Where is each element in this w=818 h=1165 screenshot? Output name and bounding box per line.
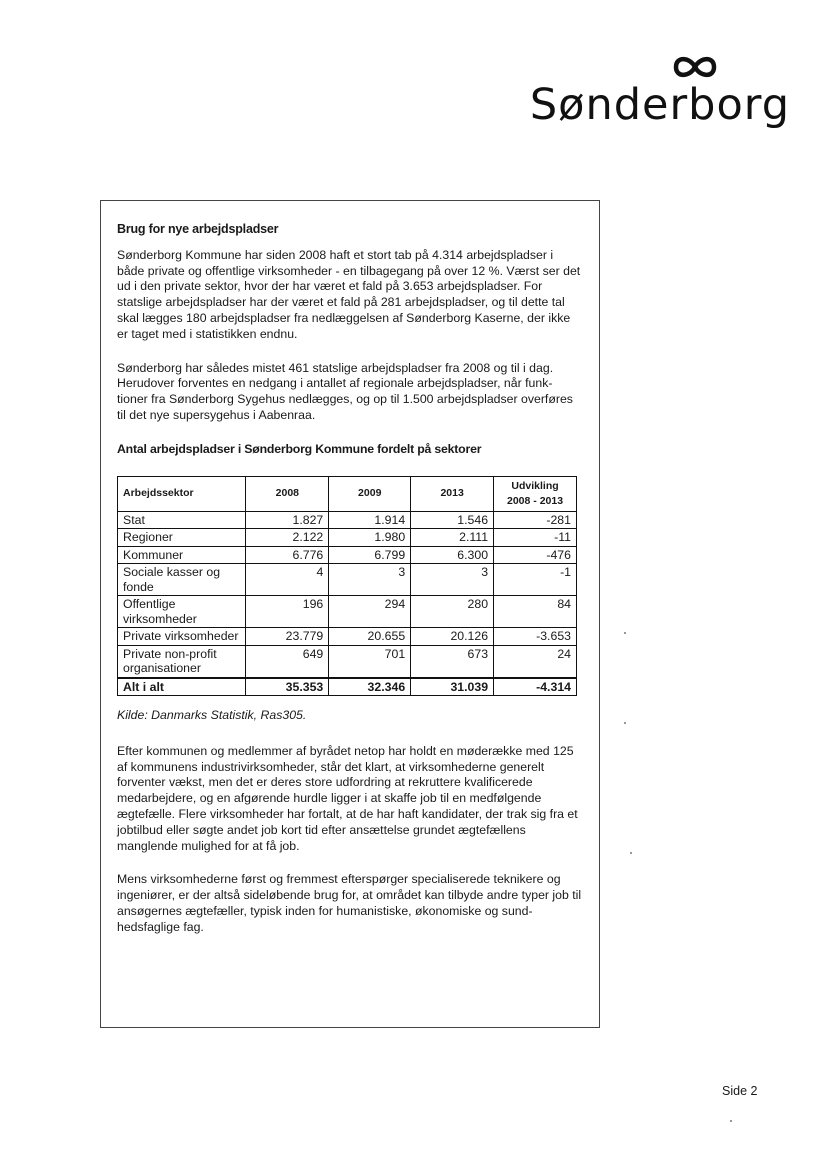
value-cell: 1.980 [329,529,411,547]
section-heading: Brug for nye arbejdspladser [117,222,279,236]
value-cell: 649 [246,645,329,678]
value-cell: 23.779 [246,628,329,646]
table-header-row [118,476,577,511]
value-cell: 2.111 [411,529,494,547]
change-cell: 84 [494,596,577,628]
change-cell: -476 [494,546,577,564]
total-value-cell: 31.039 [411,678,494,696]
change-cell: -1 [494,564,577,596]
table-total-row [118,678,577,696]
table-title: Antal arbejdspladser i Sønderborg Kommune fordelt på sektorer [117,441,482,456]
sector-cell: Private non-profit organisationer [118,645,246,678]
scan-speck [624,632,626,634]
change-cell: -3.653 [494,628,577,646]
total-value-cell: 32.346 [329,678,411,696]
sector-cell: Kommuner [118,546,246,564]
value-cell: 20.126 [411,628,494,646]
value-cell: 280 [411,596,494,628]
table-source: Kilde: Danmarks Statistik, Ras305. [117,708,307,723]
value-cell: 1.546 [411,511,494,529]
value-cell: 6.300 [411,546,494,564]
sector-cell: Offentlige virksomheder [118,596,246,628]
jobs-by-sector-table [117,476,577,697]
table-row [118,596,577,628]
sector-cell: Sociale kasser og fonde [118,564,246,596]
value-cell: 196 [246,596,329,628]
value-cell: 294 [329,596,411,628]
table-row [118,546,577,564]
value-cell: 1.827 [246,511,329,529]
table-row [118,529,577,547]
sector-cell: Regioner [118,529,246,547]
column-header-change [494,476,577,511]
value-cell: 2.122 [246,529,329,547]
change-cell: 24 [494,645,577,678]
value-cell: 20.655 [329,628,411,646]
total-change-cell: -4.314 [494,678,577,696]
table-row [118,628,577,646]
total-label-cell: Alt i alt [118,678,246,696]
article-content [117,222,582,936]
column-header-2013: 2013 [411,476,494,511]
value-cell: 1.914 [329,511,411,529]
change-cell: -281 [494,511,577,529]
page-number: Side 2 [722,1084,758,1098]
third-paragraph: Efter kommunen og medlemmer af byrådet netop har holdt en møderække med 125 af kommunens industrivirksomheder, står det klart, at virksomhederne generelt forventer vækst, men det er deres store udfordring at rekruttere kvalificerede medarbejdere, og en afgørende hurdle ligger i at skaffe job til en medfølgende ægtefælle. Flere virksomheder har fortalt, at de har haft kandidater, der trak sig fra et jobtilbud eller søgte andet job kort tid efter ansættelse grundet ægtefællens manglende mulighed for at få job. [117,743,578,853]
value-cell: 3 [329,564,411,596]
change-header-period: 2008 - 2013 [507,494,564,507]
table-row [118,564,577,596]
table-row [118,511,577,529]
value-cell: 3 [411,564,494,596]
column-header-2008: 2008 [246,476,329,511]
intro-paragraph: Sønderborg Kommune har siden 2008 haft et stort tab på 4.314 arbejdspladser i både private og offentlige virksomheder - en tilbagegang på over 12 %. Værst ser det ud i den private sektor, hvor der har været et fald på 3.653 arbejdspladser. For statslige arbejdspladser har der været et fald på 281 arbejdspladser, og til dette tal skal lægges 180 arbejdspladser fra nedlæggelsen af Sønderborg Kaserne, der ikke er taget med i statistikken endnu. [117,247,581,341]
sector-cell: Private virksomheder [118,628,246,646]
column-header-2009: 2009 [329,476,411,511]
change-header-label: Udvikling [511,480,559,493]
change-cell: -11 [494,529,577,547]
second-paragraph: Sønderborg har således mistet 461 statslige arbejdspladser fra 2008 og til i dag. Herudover forventes en nedgang i antallet af regionale arbejdspladser, når funk-tioner fra Sønderborg Sygehus nedlægges, og op til 1.500 arbejdspladser overføres til det nye supersygehus i Aabenraa. [117,360,573,422]
value-cell: 6.776 [246,546,329,564]
scan-speck [730,1120,732,1122]
sector-cell: Stat [118,511,246,529]
scan-speck [624,722,626,724]
table-row [118,645,577,678]
total-value-cell: 35.353 [246,678,329,696]
value-cell: 673 [411,645,494,678]
infinity-logo-icon [670,52,720,82]
column-header-sector: Arbejdssektor [118,476,246,511]
value-cell: 4 [246,564,329,596]
scan-speck [630,852,632,854]
sonderborg-logo [529,52,790,152]
fourth-paragraph: Mens virksomhederne først og fremmest efterspørger specialiserede teknikere og ingeniører, er der altså sideløbende brug for, at området kan tilbyde andre typer job til ansøgernes ægtefæller, typisk inden for humanistiske, økonomiske og sund-hedsfaglige fag. [117,872,582,934]
logo-wordmark: Sønderborg [529,80,790,130]
value-cell: 701 [329,645,411,678]
value-cell: 6.799 [329,546,411,564]
